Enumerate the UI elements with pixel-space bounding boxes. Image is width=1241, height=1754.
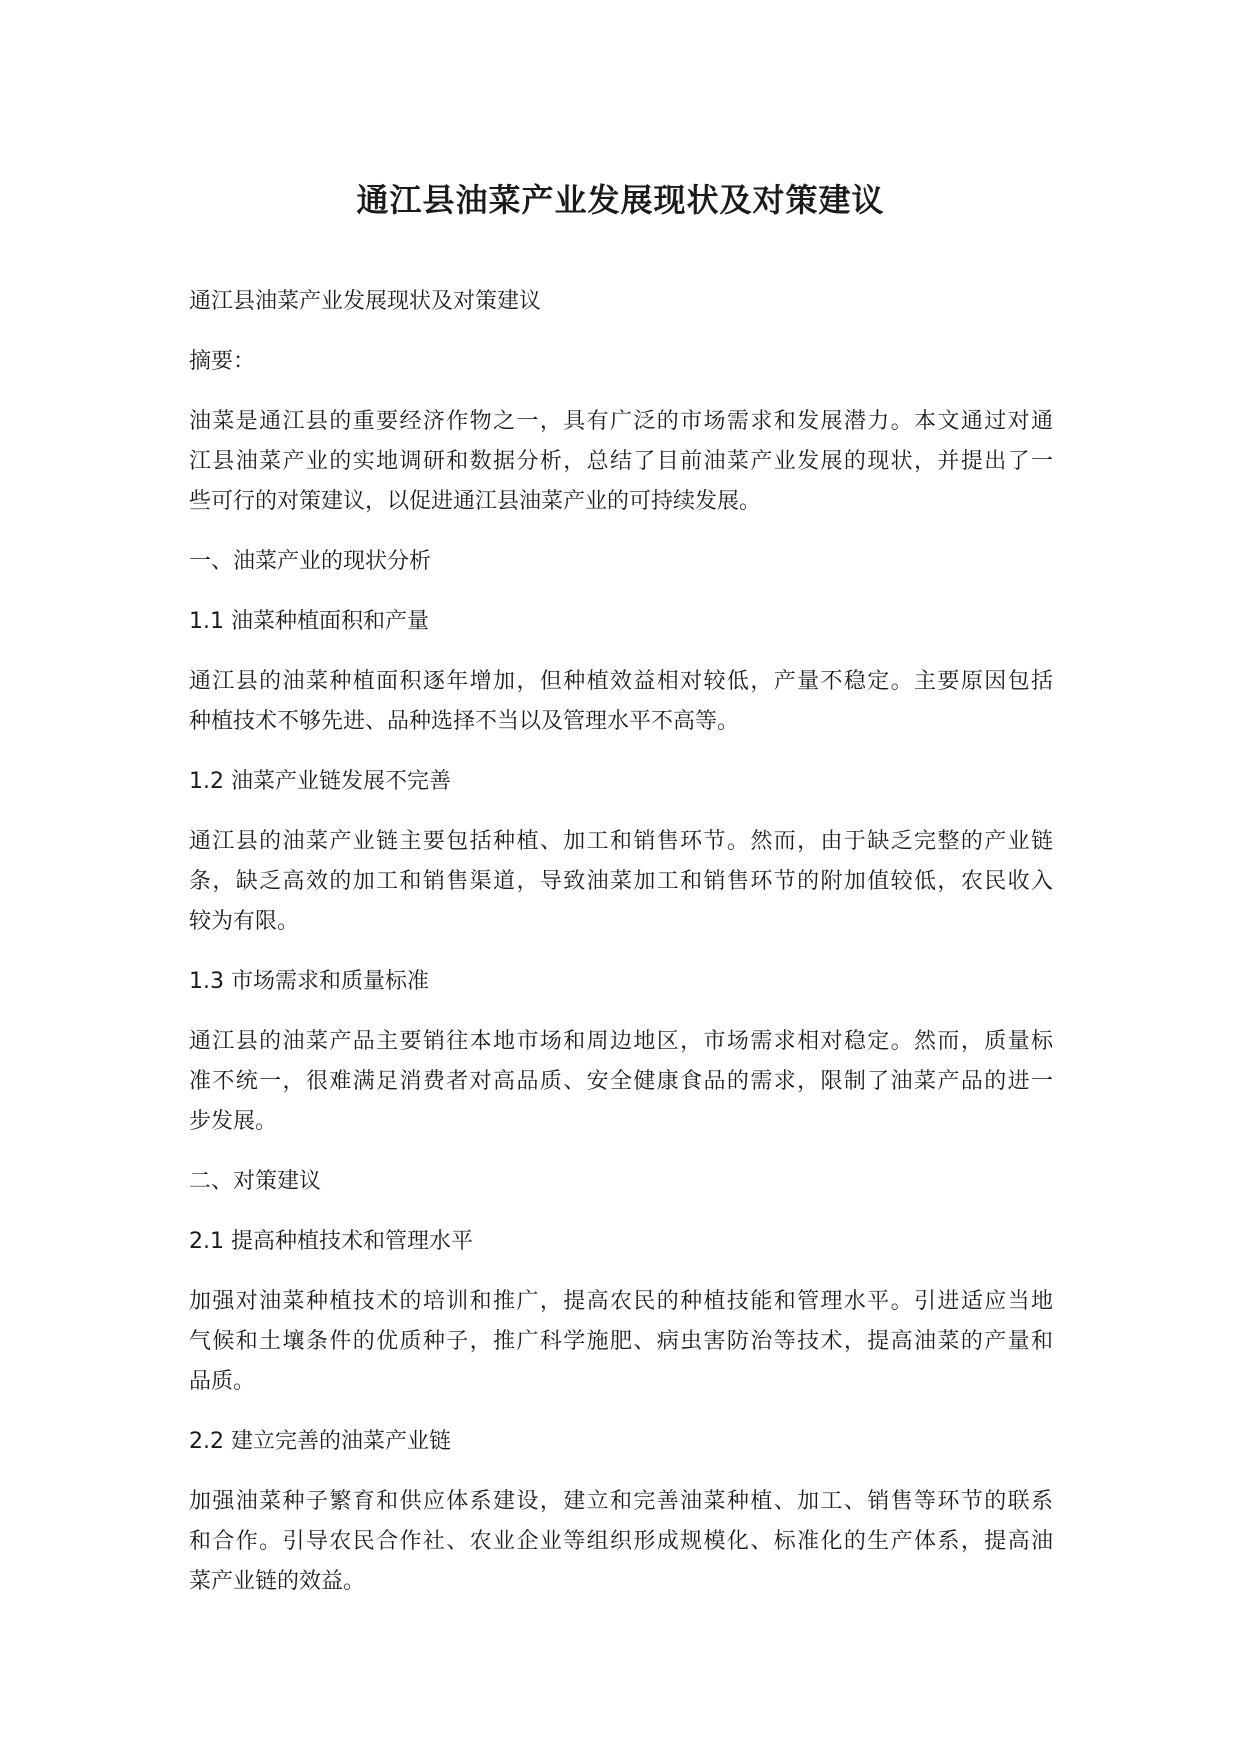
paragraph-line: 加强油菜种子繁育和供应体系建设，建立和完善油菜种植、加工、销售等环节的联系 [189, 1489, 1053, 1514]
section-heading-1: 一、油菜产业的现状分析 [189, 549, 432, 574]
paragraph-2-2 [189, 1482, 1053, 1602]
paragraph-1-1 [189, 662, 1053, 742]
subsection-heading-1-2: 1.2 油菜产业链发展不完善 [189, 769, 451, 794]
subsection-heading-1-1: 1.1 油菜种植面积和产量 [189, 609, 429, 634]
paragraph-line: 通江县的油菜种植面积逐年增加，但种植效益相对较低，产量不稳定。主要原因包括 [189, 669, 1053, 694]
paragraph-line: 通江县的油菜产品主要销往本地市场和周边地区，市场需求相对稳定。然而，质量标 [189, 1029, 1053, 1054]
section-heading-2: 二、对策建议 [189, 1169, 322, 1194]
paragraph-line: 较为有限。 [189, 909, 300, 934]
abstract-paragraph [189, 402, 1053, 522]
paragraph-line: 些可行的对策建议，以促进通江县油菜产业的可持续发展。 [189, 489, 762, 514]
paragraph-line: 油菜是通江县的重要经济作物之一，具有广泛的市场需求和发展潜力。本文通过对通 [189, 409, 1053, 434]
subsection-heading-1-3: 1.3 市场需求和质量标准 [189, 969, 429, 994]
paragraph-line: 江县油菜产业的实地调研和数据分析，总结了目前油菜产业发展的现状，并提出了一 [189, 449, 1053, 474]
paragraph-line: 加强对油菜种植技术的培训和推广，提高农民的种植技能和管理水平。引进适应当地 [189, 1289, 1053, 1314]
paragraph-line: 步发展。 [189, 1109, 278, 1134]
paragraph-line: 品质。 [189, 1369, 256, 1394]
paragraph-1-2 [189, 822, 1053, 942]
paragraph-line: 准不统一，很难满足消费者对高品质、安全健康食品的需求，限制了油菜产品的进一 [189, 1069, 1053, 1094]
paragraph-2-1 [189, 1282, 1053, 1402]
document-body [189, 282, 1053, 1622]
paragraph-line: 和合作。引导农民合作社、农业企业等组织形成规模化、标准化的生产体系，提高油 [189, 1529, 1053, 1554]
document-subtitle: 通江县油菜产业发展现状及对策建议 [189, 289, 542, 314]
paragraph-line: 菜产业链的效益。 [189, 1569, 366, 1594]
paragraph-line: 条，缺乏高效的加工和销售渠道，导致油菜加工和销售环节的附加值较低，农民收入 [189, 869, 1053, 894]
paragraph-line: 气候和土壤条件的优质种子，推广科学施肥、病虫害防治等技术，提高油菜的产量和 [189, 1329, 1053, 1354]
subsection-heading-2-2: 2.2 建立完善的油菜产业链 [189, 1429, 451, 1454]
subsection-heading-2-1: 2.1 提高种植技术和管理水平 [189, 1229, 473, 1254]
abstract-label: 摘要： [189, 349, 256, 374]
paragraph-1-3 [189, 1022, 1053, 1142]
document-title: 通江县油菜产业发展现状及对策建议 [356, 181, 885, 219]
paragraph-line: 通江县的油菜产业链主要包括种植、加工和销售环节。然而，由于缺乏完整的产业链 [189, 829, 1053, 854]
paragraph-line: 种植技术不够先进、品种选择不当以及管理水平不高等。 [189, 709, 740, 734]
